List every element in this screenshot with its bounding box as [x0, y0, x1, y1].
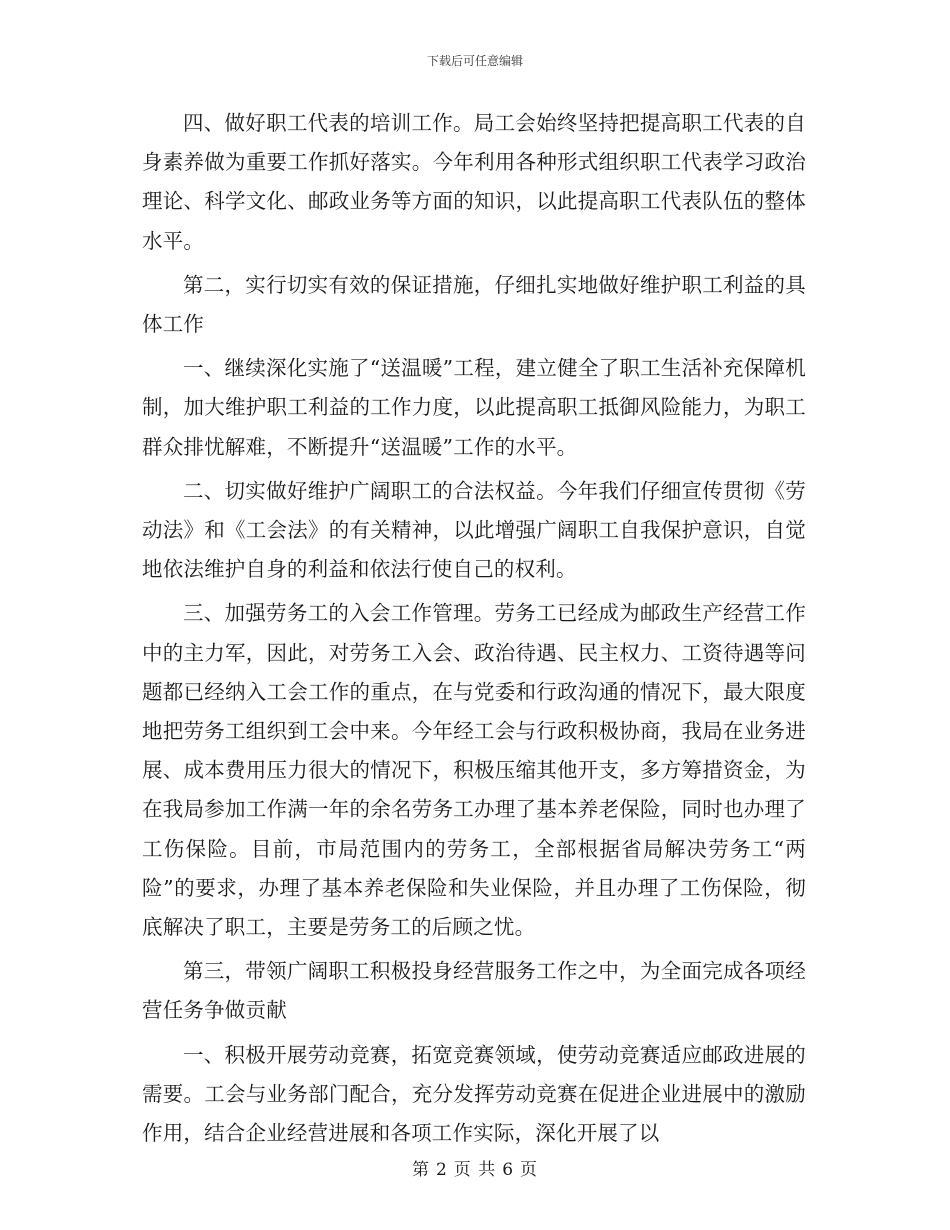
footer-suffix: 页: [520, 1160, 539, 1180]
page-header-note: 下载后可任意编辑: [426, 54, 523, 68]
document-body: [142, 104, 806, 1158]
footer-prefix: 第: [411, 1160, 430, 1180]
paragraph-2: 第二，实行切实有效的保证措施，仔细扎实地做好维护职工利益的具体工作: [142, 272, 806, 337]
paragraph-6: 第三，带领广阔职工积极投身经营服务工作之中，为全面完成各项经营任务争做贡献: [142, 959, 806, 1023]
footer-mid: 页 共: [453, 1160, 497, 1180]
footer-total-pages: 6: [502, 1160, 515, 1180]
paragraph-4: 二、切实做好维护广阔职工的合法权益。今年我们仔细宣传贯彻《劳动法》和《工会法》的有关精神，以此增强广阔职工自我保护意识，自觉地依法维护自身的利益和依法行使自己的权利。: [142, 478, 806, 582]
paragraph-7: 一、积极开展劳动竞赛，拓宽竞赛领域，使劳动竞赛适应邮政进展的需要。工会与业务部门配合，充分发挥劳动竞赛在促进企业进展中的激励作用，结合企业经营进展和各项工作实际，深化开展了以: [142, 1042, 806, 1146]
page-footer: [0, 1155, 950, 1180]
paragraph-1: 四、做好职工代表的培训工作。局工会始终坚持把提高职工代表的自身素养做为重要工作抓好落实。今年利用各种形式组织职工代表学习政治理论、科学文化、邮政业务等方面的知识，以此提高职工代表队伍的整体水平。: [142, 111, 806, 253]
paragraph-5: 三、加强劳务工的入会工作管理。劳务工已经成为邮政生产经营工作中的主力军，因此，对劳务工入会、政治待遇、民主权力、工资待遇等问题都已经纳入工会工作的重点，在与党委和行政沟通的情况下，最大限度地把劳务工组织到工会中来。今年经工会与行政积极协商，我局在业务进展、成本费用压力很大的情况下，积极压缩其他开支，多方筹措资金，为在我局参加工作满一年的余名劳务工办理了基本养老保险，同时也办理了工伤保险。目前，市局范围内的劳务工，全部根据省局解决劳务工“两险”的要求，办理了基本养老保险和失业保险，并且办理了工伤保险，彻底解决了职工，主要是劳务工的后顾之忧。: [142, 601, 806, 940]
footer-page-number: 2: [435, 1160, 448, 1180]
paragraph-3: 一、继续深化实施了“送温暖”工程，建立健全了职工生活补充保障机制，加大维护职工利益的工作力度，以此提高职工抵御风险能力，为职工群众排忧解难，不断提升“送温暖”工作的水平。: [142, 356, 806, 459]
